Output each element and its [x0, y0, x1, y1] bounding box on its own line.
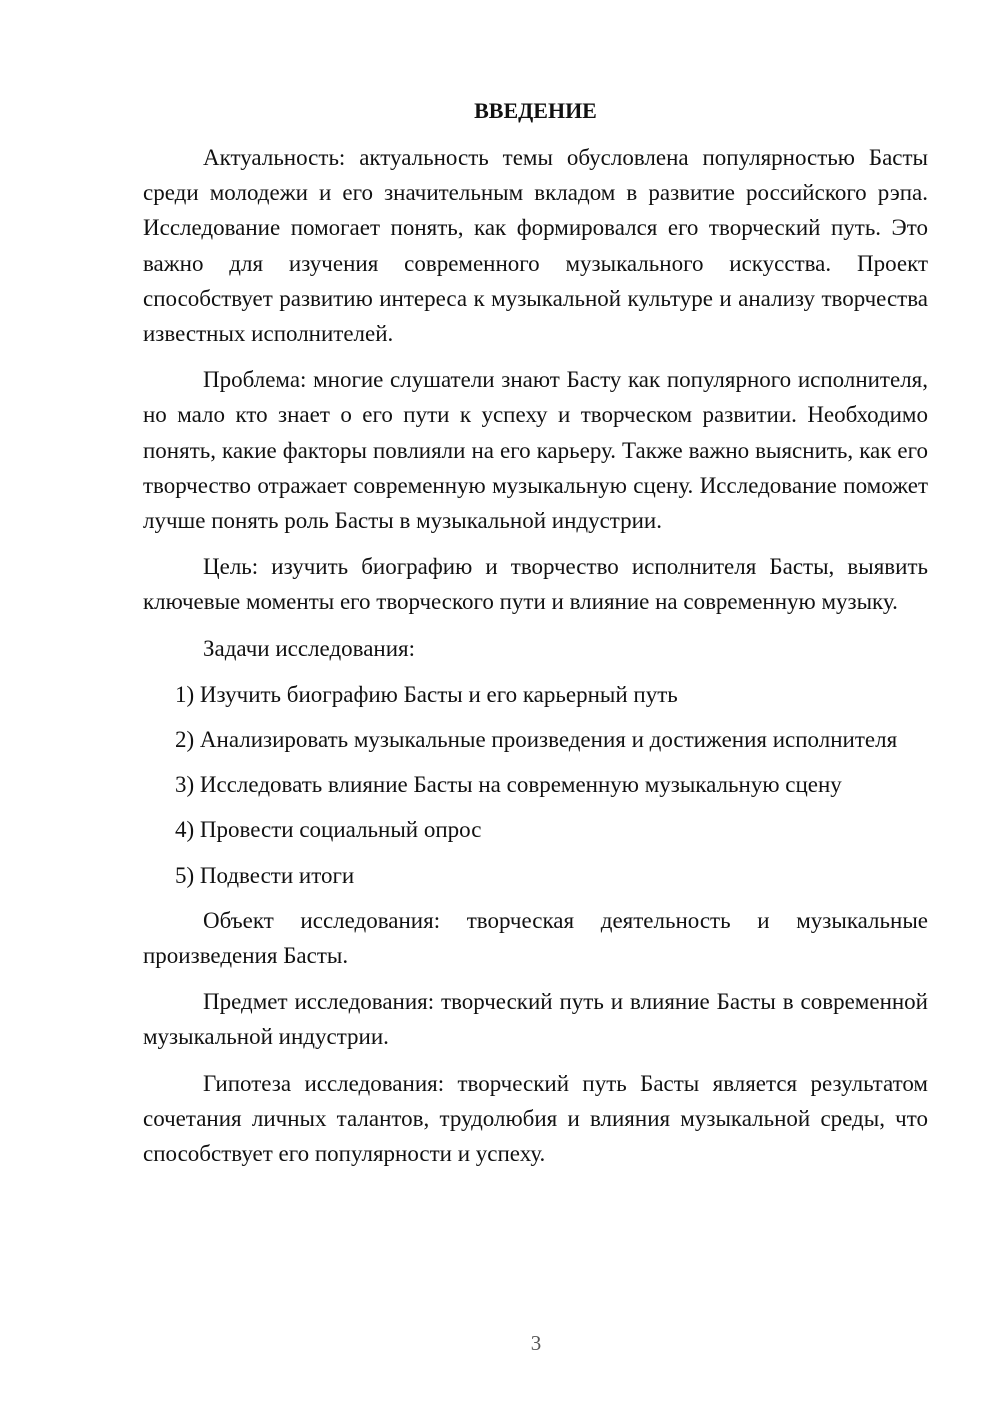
list-item: 5) Подвести итоги: [175, 862, 355, 888]
tasks-heading: Задачи исследования:: [203, 635, 416, 661]
subject-paragraph: Предмет исследования: творческий путь и влияние Басты в современной музыкальной индустрии.: [143, 989, 928, 1050]
goal-paragraph: Цель: изучить биографию и творчество исполнителя Басты, выявить ключевые моменты его творческого пути и влияние на современную музыку.: [143, 554, 928, 615]
object-paragraph: Объект исследования: творческая деятельность и музыкальные произведения Басты.: [143, 907, 928, 969]
list-item: 4) Провести социальный опрос: [175, 817, 482, 843]
page-content: [143, 93, 928, 1182]
problem-paragraph: Проблема: многие слушатели знают Басту как популярного исполнителя, но мало кто знает о его пути к успеху и творческом развитии. Необходимо понять, какие факторы повлияли на его карьеру. Также важно выяснить, как его творчество отражает современную музыкальную сцену. Исследование поможет лучше понять роль Басты в музыкальной индустрии.: [143, 367, 928, 534]
tasks-list: [143, 677, 928, 893]
list-item: 1) Изучить биографию Басты и его карьерный путь: [175, 681, 678, 707]
page-title: ВВЕДЕНИЕ: [474, 98, 597, 123]
list-item: 3) Исследовать влияние Басты на современную музыкальную сцену: [175, 772, 842, 798]
relevance-paragraph: Актуальность: актуальность темы обусловлена популярностью Басты среди молодежи и его значительным вкладом в развитие российского рэпа. Исследование помогает понять, как формировался его творческий путь. Это важно для изучения современного музыкального искусства. Проект способствует развитию интереса к музыкальной культуре и анализу творчества известных исполнителей.: [143, 145, 928, 347]
page-number: 3: [530, 1331, 542, 1355]
hypothesis-paragraph: Гипотеза исследования: творческий путь Басты является результатом сочетания личных талантов, трудолюбия и влияния музыкальной среды, что способствует его популярности и успеху.: [143, 1070, 928, 1167]
list-item: 2) Анализировать музыкальные произведения и достижения исполнителя: [175, 727, 898, 753]
